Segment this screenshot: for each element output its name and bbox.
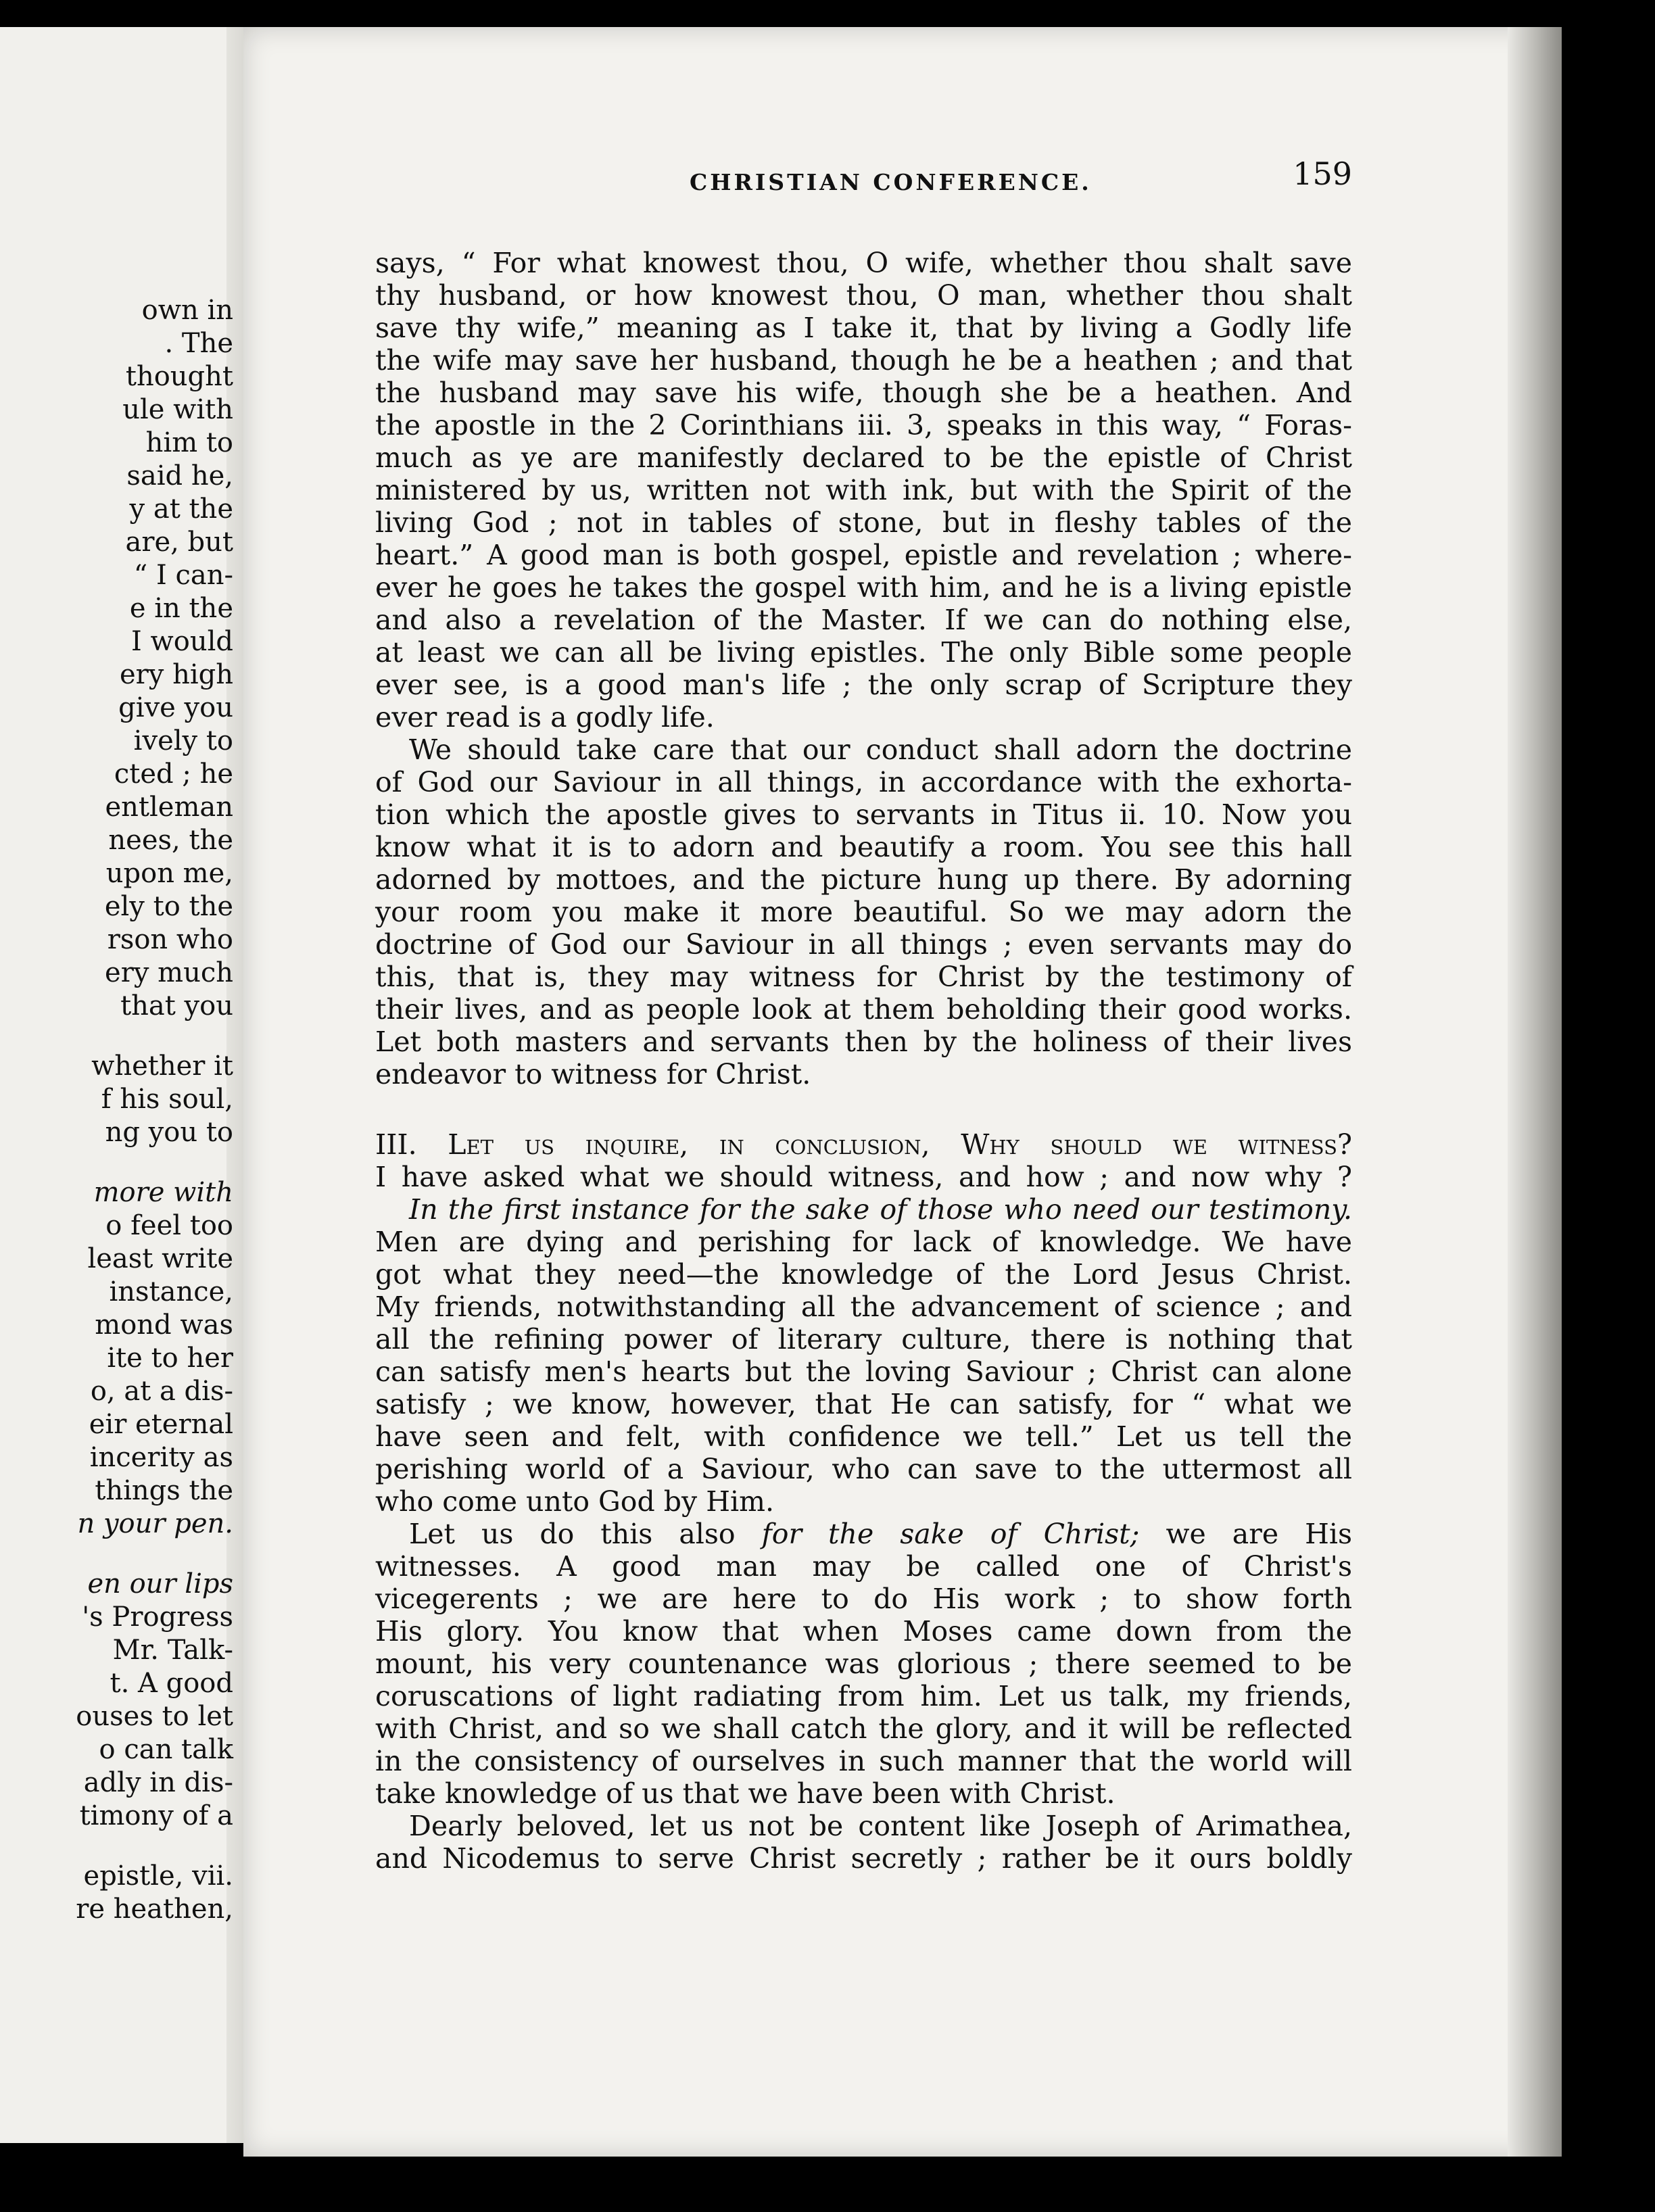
left-page-line: incerity as: [89, 1442, 233, 1473]
left-page-line: give you: [118, 692, 233, 723]
paragraph-4-first-line: [375, 1518, 1352, 1550]
left-page-line: ule with: [122, 394, 233, 425]
paragraph-5: [375, 1810, 1352, 1875]
left-page-line: ite to her: [107, 1343, 233, 1374]
section-heading: III. Let us inquire, in conclusion, Why should we witness?: [375, 1128, 1352, 1161]
text-line: witnesses. A good man may be called one of Christ's: [375, 1550, 1352, 1583]
text-line: all the refining power of literary culture, there is nothing that: [375, 1323, 1352, 1355]
text-line: mount, his very countenance was glorious ; there seemed to be: [375, 1648, 1352, 1680]
paragraph-4: [375, 1550, 1352, 1810]
left-page-line: least write: [87, 1243, 233, 1274]
paragraph-2: [375, 734, 1352, 1090]
page-edge-shadow: [1508, 27, 1562, 2157]
text-line: save thy wife,” meaning as I take it, that by living a Godly life: [375, 312, 1352, 344]
left-page-line: thought: [125, 361, 233, 392]
left-page-line: that you: [120, 990, 233, 1021]
left-page-line: entleman: [105, 792, 233, 823]
left-page-line: things the: [95, 1475, 233, 1506]
text-line: Men are dying and perishing for lack of knowledge. We have: [375, 1226, 1352, 1258]
left-page-line: him to: [145, 427, 233, 458]
paragraph-3: [375, 1226, 1352, 1518]
text-line: ever he goes he takes the gospel with him, and he is a living epistle: [375, 571, 1352, 604]
text-line: ministered by us, written not with ink, but with the Spirit of the: [375, 474, 1352, 506]
left-page-line: en our lips: [87, 1568, 233, 1600]
text-line: the husband may save his wife, though she be a heathen. And: [375, 377, 1352, 409]
text-line: got what they need—the knowledge of the Lord Jesus Christ.: [375, 1258, 1352, 1291]
left-page-line: timony of a: [79, 1800, 233, 1831]
left-page-line: . The: [164, 328, 233, 359]
text-line: tion which the apostle gives to servants in Titus ii. 10. Now you: [375, 798, 1352, 831]
text-line: thy husband, or how knowest thou, O man, whether thou shalt: [375, 279, 1352, 312]
left-page-line: own in: [141, 295, 233, 326]
text-line: at least we can all be living epistles. The only Bible some people: [375, 636, 1352, 669]
text-line: satisfy ; we know, however, that He can satisfy, for “ what we: [375, 1388, 1352, 1420]
left-page-line: re heathen,: [76, 1894, 233, 1925]
text-line: this, that is, they may witness for Christ by the testimony of: [375, 961, 1352, 993]
left-page-line: whether it: [91, 1051, 233, 1082]
text-line: coruscations of light radiating from him. Let us talk, my friends,: [375, 1680, 1352, 1712]
left-page-text: [0, 294, 233, 1926]
paragraph-3-italic-lead: In the first instance for the sake of those who need our testimony.: [409, 1193, 1352, 1226]
running-title: CHRISTIAN CONFERENCE.: [690, 169, 1092, 195]
text-line: Let both masters and servants then by the holiness of their lives: [375, 1026, 1352, 1058]
text-line: says, “ For what knowest thou, O wife, whether thou shalt save: [375, 247, 1352, 279]
text-line: know what it is to adorn and beautify a room. You see this hall: [375, 831, 1352, 863]
left-page-line: ively to: [133, 725, 233, 756]
text-line: living God ; not in tables of stone, but in fleshy tables of the: [375, 506, 1352, 539]
page-number: 159: [1293, 155, 1352, 192]
left-page-line: ery much: [105, 957, 233, 988]
left-page-line: cted ; he: [114, 759, 233, 790]
left-page-line: o, at a dis-: [90, 1376, 233, 1407]
left-page-line: I would: [131, 626, 233, 657]
left-page-line: ery high: [119, 659, 233, 690]
text-line: with Christ, and so we shall catch the glory, and it will be reflected: [375, 1712, 1352, 1745]
text-line: endeavor to witness for Christ.: [375, 1058, 811, 1090]
text-line: vicegerents ; we are here to do His work ; to show forth: [375, 1583, 1352, 1615]
text-line: doctrine of God our Saviour in all things ; even servants may do: [375, 928, 1352, 961]
left-page-line: n your pen.: [77, 1508, 233, 1539]
text-line: and Nicodemus to serve Christ secretly ; rather be it ours boldly: [375, 1842, 1352, 1875]
left-page-line: nees, the: [108, 825, 233, 856]
left-page-line: 's Progress: [82, 1602, 233, 1633]
text-line: ever see, is a good man's life ; the only scrap of Scripture they: [375, 669, 1352, 701]
text-line: We should take care that our conduct shall adorn the doctrine: [409, 734, 1352, 766]
paragraph-1: [375, 247, 1352, 734]
text-line: the apostle in the 2 Corinthians iii. 3, speaks in this way, “ Foras-: [375, 409, 1352, 441]
left-page-line: o can talk: [99, 1734, 233, 1765]
left-page-line: rson who: [107, 924, 233, 955]
text-line: heart.” A good man is both gospel, epistle and revelation ; where-: [375, 539, 1352, 571]
left-page-line: ng you to: [105, 1117, 233, 1148]
left-page-line: adly in dis-: [83, 1767, 233, 1798]
text-line: their lives, and as people look at them beholding their good works.: [375, 993, 1352, 1026]
text-line: ever read is a godly life.: [375, 701, 715, 734]
left-page-line: ouses to let: [76, 1701, 233, 1732]
left-page-line: upon me,: [105, 858, 233, 889]
left-page-line: eir eternal: [89, 1409, 233, 1440]
text-line: in the consistency of ourselves in such manner that the world will: [375, 1745, 1352, 1777]
left-page-line: f his soul,: [101, 1084, 233, 1115]
text-line: the wife may save her husband, though he be a heathen ; and that: [375, 344, 1352, 377]
text-line: take knowledge of us that we have been with Christ.: [375, 1777, 1116, 1810]
body-text: [375, 247, 1352, 1875]
left-page-line: y at the: [129, 494, 233, 525]
text-line: your room you make it more beautiful. So we may adorn the: [375, 896, 1352, 928]
text-line: perishing world of a Saviour, who can save to the uttermost all: [375, 1453, 1352, 1485]
p4-italic-phrase: for the sake of Christ;: [761, 1518, 1140, 1550]
left-page-line: ely to the: [104, 891, 233, 922]
text-line: and also a revelation of the Master. If we can do nothing else,: [375, 604, 1352, 636]
left-page-line: o feel too: [105, 1210, 233, 1241]
p4-lead-tail: we are His: [1139, 1518, 1352, 1550]
left-page-line: e in the: [129, 593, 233, 624]
text-line: who come unto God by Him.: [375, 1485, 774, 1518]
text-line: His glory. You know that when Moses came down from the: [375, 1615, 1352, 1648]
text-line: have seen and felt, with confidence we tell.” Let us tell the: [375, 1420, 1352, 1453]
text-line: of God our Saviour in all things, in accordance with the exhorta-: [375, 766, 1352, 798]
left-page-line: are, but: [125, 527, 233, 558]
text-line: Dearly beloved, let us not be content like Joseph of Arimathea,: [409, 1810, 1352, 1842]
left-page-line: Mr. Talk-: [112, 1635, 233, 1666]
left-page-line: epistle, vii.: [83, 1860, 233, 1892]
p4-lead-text: Let us do this also: [409, 1518, 762, 1550]
left-page-fragment: [0, 27, 260, 2143]
left-page-line: “ I can-: [133, 560, 233, 591]
text-line: adorned by mottoes, and the picture hung up there. By adorning: [375, 863, 1352, 896]
left-page-line: t. A good: [110, 1668, 233, 1699]
text-line: much as ye are manifestly declared to be the epistle of Christ: [375, 441, 1352, 474]
left-page-line: instance,: [109, 1276, 233, 1307]
text-line: My friends, notwithstanding all the advancement of science ; and: [375, 1291, 1352, 1323]
left-page-line: mond was: [95, 1309, 233, 1341]
left-page-line: said he,: [126, 460, 233, 491]
left-page-line: more with: [93, 1177, 233, 1208]
section-intro-line: I have asked what we should witness, and how ; and now why ?: [375, 1161, 1352, 1193]
text-line: can satisfy men's hearts but the loving Saviour ; Christ can alone: [375, 1355, 1352, 1388]
